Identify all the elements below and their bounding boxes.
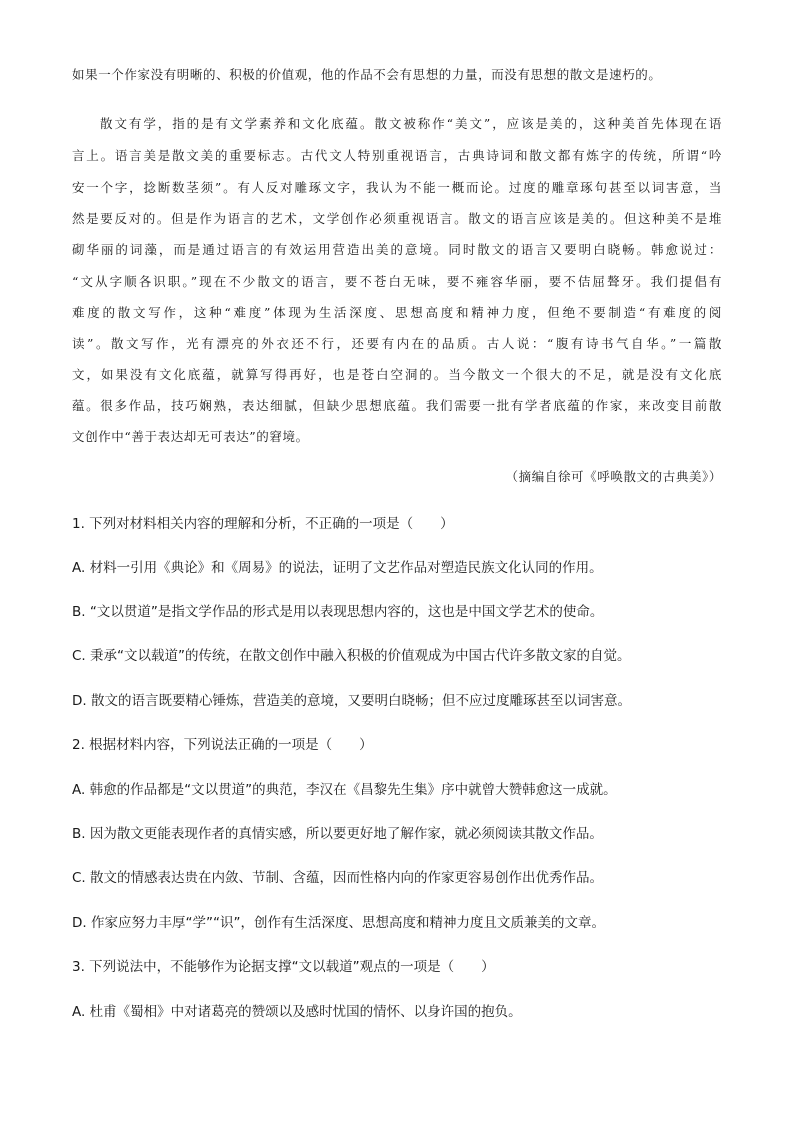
question-1-option-b: B. “文以贯道”是指文学作品的形式是用以表现思想内容的，这也是中国文学艺术的使命。 [72,604,604,620]
material-paragraph-line: 文，如果没有文化底蕴，就算写得再好，也是苍白空洞的。当今散文一个很大的不足，就是没有文化底 [72,367,722,382]
material-paragraph-line: 读”。散文写作，光有漂亮的外衣还不行，还要有内在的品质。古人说：“腹有诗书气自华。”一篇散 [72,336,722,351]
material-source-citation: （摘编自徐可《呼唤散文的古典美》） [505,469,722,484]
question-2-option-d: D. 作家应努力丰厚“学”“识”，创作有生活深度、思想高度和精神力度且文质兼美的文章。 [72,915,605,931]
question-3-stem: 3. 下列说法中，不能够作为论据支撑“文以载道”观点的一项是（ ） [72,959,495,975]
question-2-option-a: A. 韩愈的作品都是“文以贯道”的典范，李汉在《昌黎先生集》序中就曾大赞韩愈这一成就。 [72,782,617,798]
question-2-stem: 2. 根据材料内容，下列说法正确的一项是（ ） [72,737,373,753]
material-paragraph-line: 难度的散文写作，这种“难度”体现为生活深度、思想高度和精神力度，但绝不要制造“有难度的阅 [72,305,722,320]
material-paragraph-line: 砌华丽的词藻，而是通过语言的有效运用营造出美的意境。同时散文的语言又要明白晓畅。韩愈说过： [72,242,722,257]
question-1-option-c: C. 秉承“文以载道”的传统，在散文创作中融入积极的价值观成为中国古代许多散文家的自觉。 [72,648,631,664]
material-paragraph-line: 言上。语言美是散文美的重要标志。古代文人特别重视语言，古典诗词和散文都有炼字的传统，所谓“吟 [72,148,722,163]
material-paragraph-line: 安一个字，捻断数茎须”。有人反对雕琢文字，我认为不能一概而论。过度的雕章琢句甚至以词害意，当 [72,180,722,195]
question-2-option-b: B. 因为散文更能表现作者的真情实感，所以要更好地了解作家，就必须阅读其散文作品。 [72,826,603,842]
material-paragraph-line: 蕴。很多作品，技巧娴熟，表达细腻，但缺少思想底蕴。我们需要一批有学者底蕴的作家，来改变目前散 [72,398,722,413]
question-1-option-a: A. 材料一引用《典论》和《周易》的说法，证明了文艺作品对塑造民族文化认同的作用。 [72,560,603,576]
material-paragraph-line: 文创作中“善于表达却无可表达”的窘境。 [72,429,309,444]
material-paragraph-line: 散文有学，指的是有文学素养和文化底蕴。散文被称作“美文”，应该是美的，这种美首先体现在语 [100,116,722,131]
question-1-option-d: D. 散文的语言既要精心锤炼，营造美的意境，又要明白晓畅；但不应过度雕琢甚至以词害意。 [72,693,631,709]
question-1-stem: 1. 下列对材料相关内容的理解和分析，不正确的一项是（ ） [72,516,454,532]
material-paragraph-line: 然是要反对的。但是作为语言的艺术，文学创作必须重视语言。散文的语言应该是美的。但这种美不是堆 [72,211,722,226]
material-intro-line: 如果一个作家没有明晰的、积极的价值观，他的作品不会有思想的力量，而没有思想的散文是速朽的。 [72,67,662,82]
question-2-option-c: C. 散文的情感表达贵在内敛、节制、含蕴，因而性格内向的作家更容易创作出优秀作品。 [72,870,604,886]
question-3-option-a: A. 杜甫《蜀相》中对诸葛亮的赞颂以及感时忧国的情怀、以身许国的抱负。 [72,1004,522,1020]
material-paragraph-line: “文从字顺各识职。”现在不少散文的语言，要不苍白无味，要不雍容华丽，要不佶屈聱牙。我们提倡有 [72,274,722,289]
